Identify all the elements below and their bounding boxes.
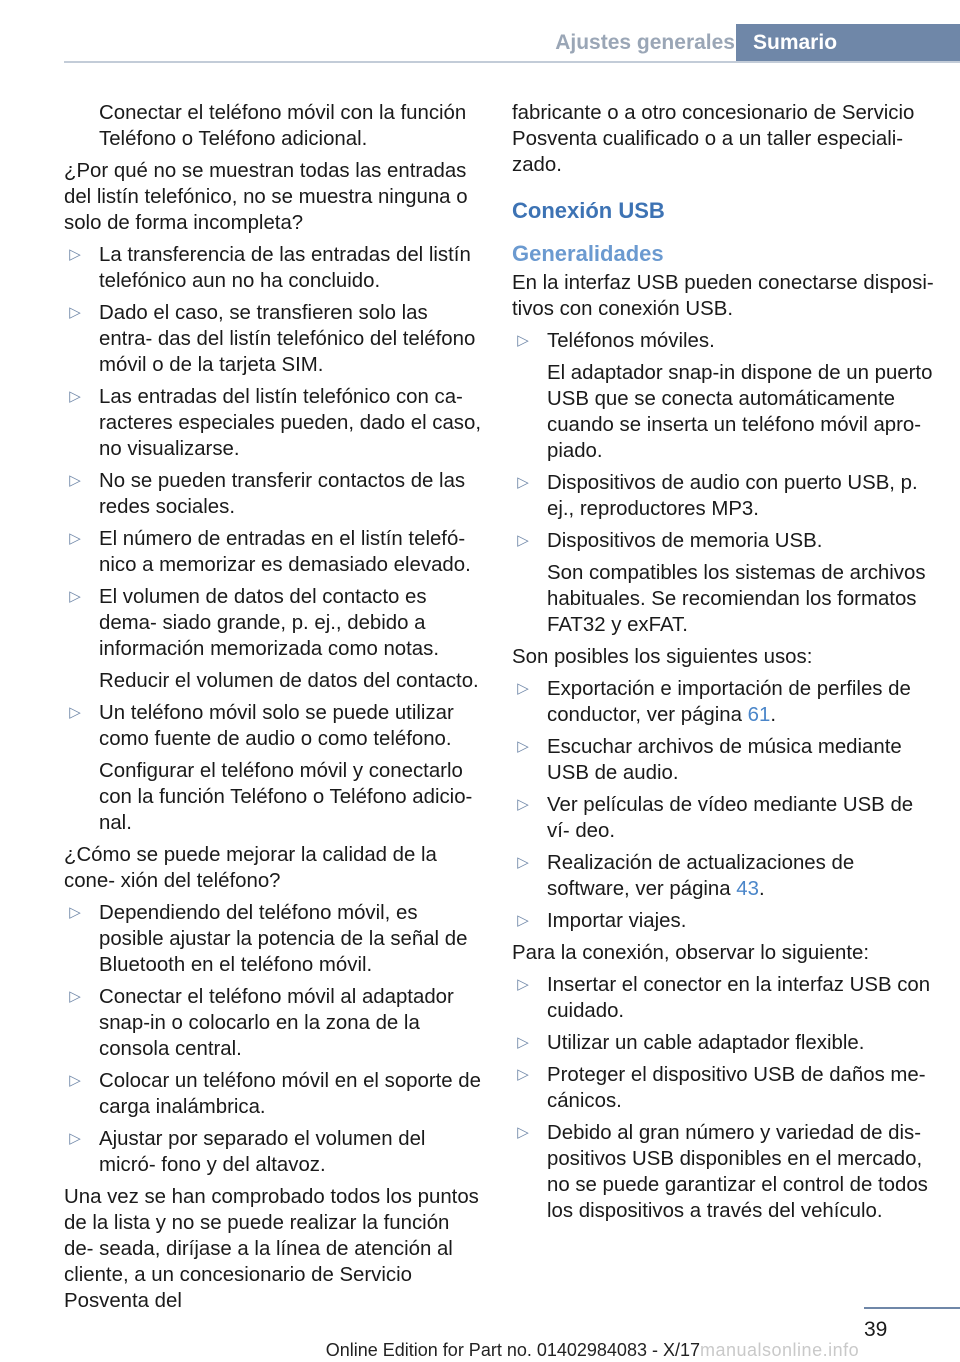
paragraph: En la interfaz USB pueden conectarse disposi‐ tivos con conexión USB. — [512, 272, 934, 320]
list-item: ▷ Debido al gran número y variedad de dis‐ positivos USB disponibles en el mercado, no se puede garantizar el control de todos los dispositivos a través del vehículo. — [512, 1120, 936, 1224]
bullet-triangle-icon: ▷ — [69, 588, 81, 605]
list-item-detail: Reducir el volumen de datos del contacto. — [99, 670, 479, 692]
list-item: ▷ Un teléfono móvil solo se puede utilizar como fuente de audio o como teléfono. — [64, 700, 482, 752]
bullet-triangle-icon: ▷ — [517, 532, 529, 549]
bullet-triangle-icon: ▷ — [517, 796, 529, 813]
list-item-detail: Configurar el teléfono móvil y conectarlo con la función Teléfono o Teléfono adicio‐ nal. — [99, 760, 473, 834]
paragraph: Una vez se han comprobado todos los puntos de la lista y no se puede realizar la función de‐ seada, diríjase a la línea de atención al cliente, a un concesionario de Servicio Posventa del — [64, 1186, 479, 1312]
list-item: ▷ Importar viajes. — [512, 908, 936, 934]
list-item: ▷ Exportación e importación de perfiles de conductor, ver página 61. — [512, 676, 936, 728]
bullet-triangle-icon: ▷ — [69, 472, 81, 489]
right-column — [512, 100, 936, 1230]
list-item: ▷ La transferencia de las entradas del listín telefónico aun no ha concluido. — [64, 242, 482, 294]
bullet-triangle-icon: ▷ — [69, 530, 81, 547]
bullet-triangle-icon: ▷ — [69, 704, 81, 721]
list-item: ▷ Las entradas del listín telefónico con ca‐ racteres especiales pueden, dado el caso, no visualizarse. — [64, 384, 482, 462]
list-item: ▷ Dispositivos de memoria USB. — [512, 528, 936, 554]
left-column — [64, 100, 482, 1320]
list-item: ▷ Ver películas de vídeo mediante USB de ví‐ deo. — [512, 792, 936, 844]
list-item: ▷ Realización de actualizaciones de software, ver página 43. — [512, 850, 936, 902]
list-item-detail: Son compatibles los sistemas de archivos habituales. Se recomiendan los formatos FAT32 y exFAT. — [547, 562, 926, 636]
paragraph: fabricante o a otro concesionario de Servicio Posventa cualificado o a un taller especiali‐ zado. — [512, 102, 915, 176]
bullet-triangle-icon: ▷ — [69, 904, 81, 921]
footer-rule — [864, 1307, 960, 1309]
paragraph: Para la conexión, observar lo siguiente: — [512, 942, 870, 964]
tab-sumario[interactable]: Sumario — [736, 24, 960, 62]
bullet-triangle-icon: ▷ — [517, 1124, 529, 1141]
bullet-triangle-icon: ▷ — [517, 680, 529, 697]
list-item: ▷ No se pueden transferir contactos de las redes sociales. — [64, 468, 482, 520]
bullet-triangle-icon: ▷ — [69, 388, 81, 405]
page-header — [0, 0, 960, 62]
list-item: ▷ Escuchar archivos de música mediante USB de audio. — [512, 734, 936, 786]
list-item-detail: El adaptador snap-in dispone de un puerto USB que se conecta automáticamente cuando se inserta un teléfono móvil apro‐ piado. — [547, 362, 933, 462]
bullet-triangle-icon: ▷ — [517, 738, 529, 755]
list-item: ▷ Insertar el conector en la interfaz USB con cuidado. — [512, 972, 936, 1024]
list-item: ▷ El número de entradas en el listín telefó‐ nico a memorizar es demasiado elevado. — [64, 526, 482, 578]
bullet-triangle-icon: ▷ — [69, 1130, 81, 1147]
list-item: ▷ Dado el caso, se transfieren solo las entra‐ das del listín telefónico del teléfono móvil o de la tarjeta SIM. — [64, 300, 482, 378]
list-item: ▷ Dispositivos de audio con puerto USB, p. ej., reproductores MP3. — [512, 470, 936, 522]
section-title: Ajustes generales — [555, 31, 735, 54]
list-item: ▷ Utilizar un cable adaptador flexible. — [512, 1030, 936, 1056]
list-item: ▷ El volumen de datos del contacto es dema‐ siado grande, p. ej., debido a información memorizada como notas. — [64, 584, 482, 662]
bullet-triangle-icon: ▷ — [517, 1066, 529, 1083]
bullet-triangle-icon: ▷ — [517, 976, 529, 993]
bullet-triangle-icon: ▷ — [517, 474, 529, 491]
bullet-triangle-icon: ▷ — [517, 912, 529, 929]
bullet-triangle-icon: ▷ — [69, 246, 81, 263]
edition-note: Online Edition for Part no. 01402984083 - X/17 — [325, 1340, 700, 1360]
bullet-triangle-icon: ▷ — [517, 332, 529, 349]
section-heading: Conexión USB — [512, 198, 665, 223]
list-item: ▷ Ajustar por separado el volumen del micró‐ fono y del altavoz. — [64, 1126, 482, 1178]
list-item: ▷ Conectar el teléfono móvil al adaptador snap-in o colocarlo en la zona de la consola central. — [64, 984, 482, 1062]
list-item: ▷ Teléfonos móviles. — [512, 328, 936, 354]
question-heading: ¿Por qué no se muestran todas las entradas del listín telefónico, no se muestra ninguna o solo de forma incompleta? — [64, 160, 468, 234]
bullet-triangle-icon: ▷ — [69, 1072, 81, 1089]
list-item: ▷ Colocar un teléfono móvil en el soporte de carga inalámbrica. — [64, 1068, 482, 1120]
page-number: 39 — [864, 1318, 888, 1341]
page-link[interactable]: 61 — [747, 704, 771, 726]
list-item: ▷ Dependiendo del teléfono móvil, es posible ajustar la potencia de la señal de Bluetooth en el teléfono móvil. — [64, 900, 482, 978]
bullet-triangle-icon: ▷ — [69, 304, 81, 321]
list-item: ▷ Proteger el dispositivo USB de daños me‐ cánicos. — [512, 1062, 936, 1114]
paragraph: Conectar el teléfono móvil con la función Teléfono o Teléfono adicional. — [99, 102, 467, 150]
question-heading: ¿Cómo se puede mejorar la calidad de la cone‐ xión del teléfono? — [64, 844, 437, 892]
bullet-triangle-icon: ▷ — [69, 988, 81, 1005]
paragraph: Son posibles los siguientes usos: — [512, 646, 813, 668]
bullet-triangle-icon: ▷ — [517, 854, 529, 871]
subsection-heading: Generalidades — [512, 241, 664, 266]
page-link[interactable]: 43 — [736, 878, 759, 900]
header-rule — [64, 61, 960, 63]
bullet-triangle-icon: ▷ — [517, 1034, 529, 1051]
watermark: manualsonline.info — [700, 1340, 860, 1360]
